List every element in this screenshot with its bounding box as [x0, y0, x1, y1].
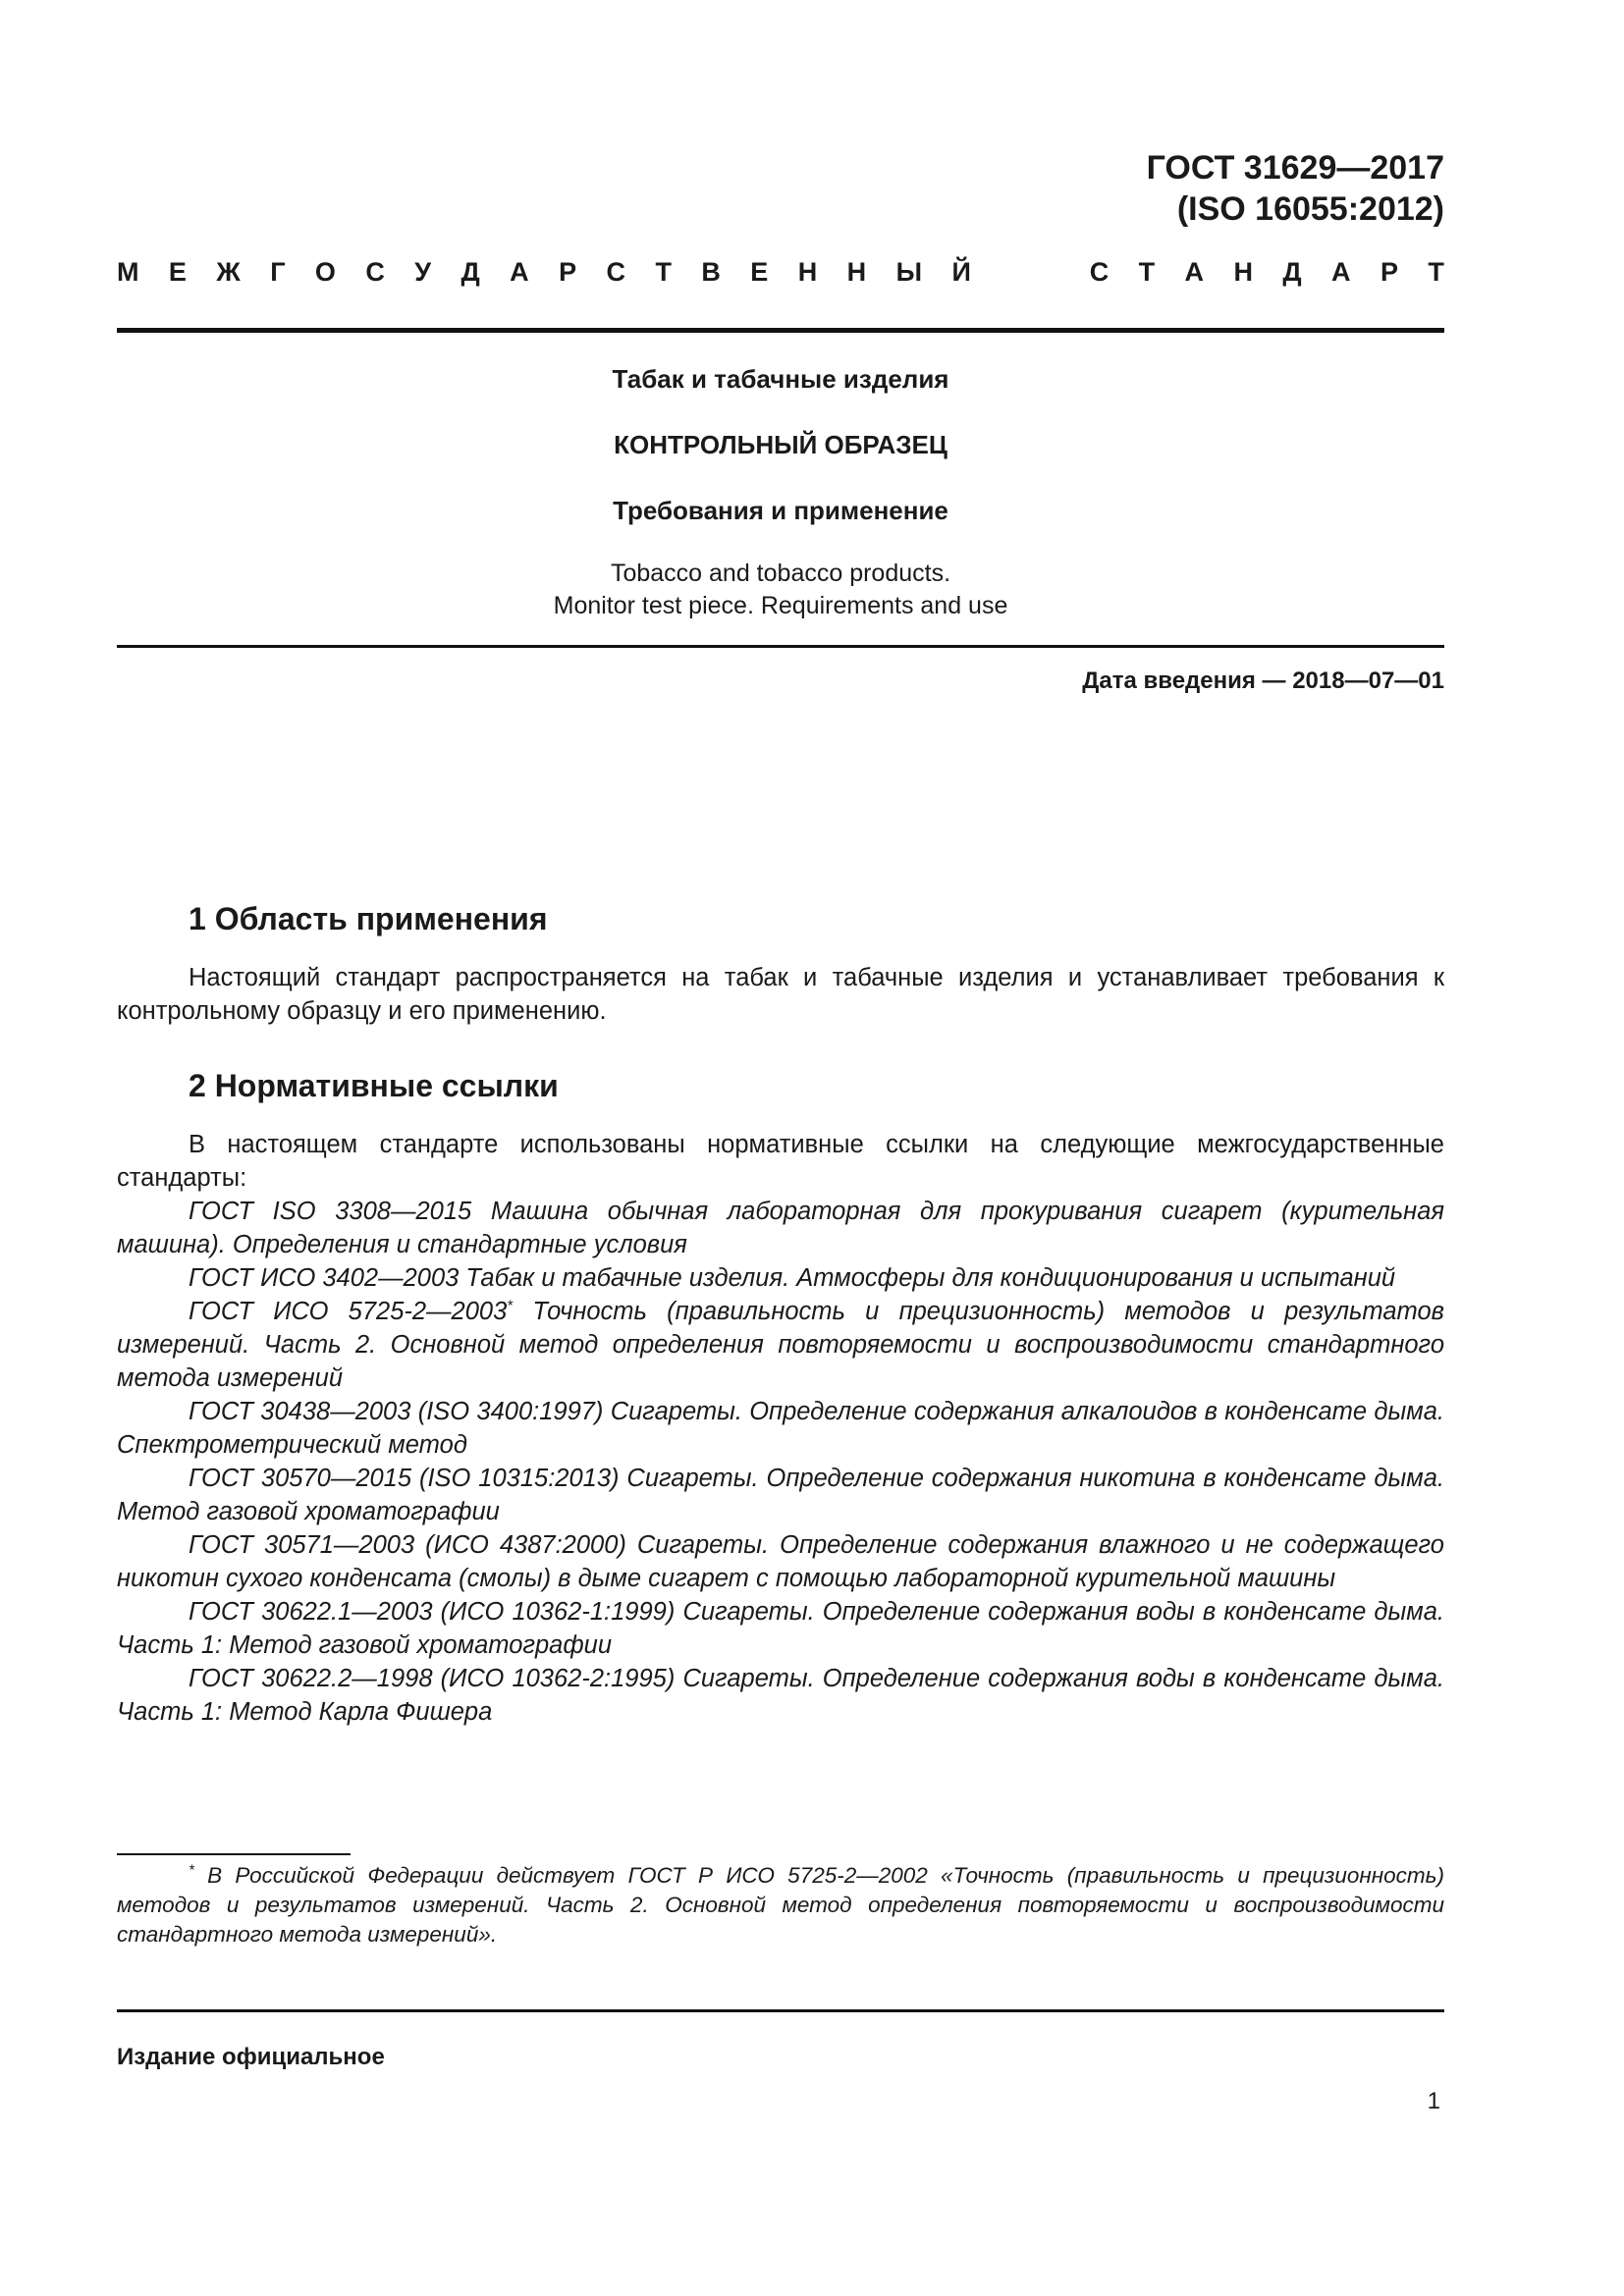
kind-letter: Д	[460, 257, 480, 287]
header-rule	[117, 328, 1444, 333]
kind-letter: Ж	[216, 257, 241, 287]
title-rule	[117, 645, 1444, 648]
reference-code: ГОСТ ИСО 5725-2—2003	[189, 1298, 508, 1325]
kind-letter: С	[365, 257, 385, 287]
section-1-body	[117, 961, 1444, 1028]
standard-kind-heading	[117, 257, 1444, 288]
english-title-line-1: Tobacco and tobacco products.	[610, 560, 951, 587]
iso-reference: (ISO 16055:2012)	[1176, 190, 1444, 228]
kind-letter: Г	[270, 257, 286, 287]
section-2-heading: 2 Нормативные ссылки	[189, 1068, 559, 1103]
english-title-line-2: Monitor test piece. Requirements and use	[553, 592, 1008, 619]
kind-letter: Н	[1233, 257, 1253, 287]
reference-title: Точность (правильность и прецизионность) методов и результатов измерений. Часть 2. Основной метод определения повторяемости и воспроизводимости стандартного метода измерений	[117, 1298, 1444, 1392]
page-number: 1	[1427, 2088, 1440, 2114]
kind-letter: С	[1089, 257, 1110, 287]
kind-letter: А	[1184, 257, 1205, 287]
document-designation	[1147, 147, 1444, 230]
reference-item: ГОСТ 30622.2—1998 (ИСО 10362-2:1995) Сигареты. Определение содержания воды в конденсате дыма. Часть 1: Метод Карла Фишера	[117, 1665, 1444, 1726]
reference-item: ГОСТ 30622.1—2003 (ИСО 10362-1:1999) Сигареты. Определение содержания воды в конденсате дыма. Часть 1: Метод газовой хроматографии	[117, 1598, 1444, 1659]
kind-letter: Т	[655, 257, 672, 287]
reference-item	[117, 1295, 1444, 1395]
footnote-rule	[117, 1853, 351, 1855]
title-line-1: Табак и табачные изделия	[612, 364, 949, 394]
kind-letter: У	[414, 257, 432, 287]
section-2-body	[117, 1128, 1444, 1729]
footnote-text	[117, 1861, 1444, 1949]
reference-item: ГОСТ 30571—2003 (ИСО 4387:2000) Сигареты. Определение содержания влажного и не содержащего никотин сухого конденсата (смолы) в дыме сигарет с помощью лабораторной курительной машины	[117, 1531, 1444, 1592]
kind-letter: Т	[1428, 257, 1444, 287]
reference-item: ГОСТ ИСО 3402—2003 Табак и табачные изделия. Атмосферы для кондиционирования и испытаний	[189, 1264, 1396, 1292]
kind-letter: О	[314, 257, 336, 287]
introduction-date: Дата введения — 2018—07—01	[1082, 667, 1444, 694]
kind-letter: С	[606, 257, 626, 287]
kind-word-gap	[1001, 257, 1059, 288]
footnote-marker[interactable]: *	[507, 1297, 514, 1314]
reference-item: ГОСТ ISO 3308—2015 Машина обычная лабораторная для прокуривания сигарет (курительная машина). Определения и стандартные условия	[117, 1198, 1444, 1258]
kind-letter: Е	[168, 257, 187, 287]
english-title	[117, 558, 1444, 622]
kind-letter: Ы	[895, 257, 923, 287]
kind-letter: Н	[846, 257, 867, 287]
footnote-mark: *	[189, 1861, 194, 1879]
edition-label: Издание официальное	[117, 2044, 385, 2070]
kind-letter: А	[1331, 257, 1351, 287]
title-block-3	[117, 496, 1444, 526]
kind-letter: Р	[559, 257, 577, 287]
kind-letter: М	[117, 257, 139, 287]
reference-item: ГОСТ 30438—2003 (ISO 3400:1997) Сигареты. Определение содержания алкалоидов в конденсате дыма. Спектрометрический метод	[117, 1398, 1444, 1459]
reference-item: ГОСТ 30570—2015 (ISO 10315:2013) Сигареты. Определение содержания никотина в конденсате дыма. Метод газовой хроматографии	[117, 1465, 1444, 1525]
kind-letter: Н	[797, 257, 818, 287]
title-line-2: КОНТРОЛЬНЫЙ ОБРАЗЕЦ	[614, 430, 947, 459]
scope-paragraph: Настоящий стандарт распространяется на табак и табачные изделия и устанавливает требования к контрольному образцу и его применению.	[117, 964, 1444, 1025]
kind-letter: Д	[1282, 257, 1302, 287]
section-1-heading: 1 Область применения	[189, 901, 548, 936]
kind-letter: В	[701, 257, 721, 287]
kind-letter: Е	[750, 257, 769, 287]
kind-letter: А	[510, 257, 529, 287]
references-intro: В настоящем стандарте использованы нормативные ссылки на следующие межгосударственные стандарты:	[117, 1131, 1444, 1192]
title-block-2	[117, 430, 1444, 460]
kind-letter: Й	[951, 257, 971, 287]
footnote	[117, 1861, 1444, 1949]
kind-letter: Т	[1138, 257, 1156, 287]
title-block	[117, 364, 1444, 395]
title-line-3: Требования и применение	[613, 496, 948, 525]
footer-rule	[117, 2009, 1444, 2012]
footnote-body: В Российской Федерации действует ГОСТ Р ИСО 5725-2—2002 «Точность (правильность и прецизионность) методов и результатов измерений. Часть 2. Основной метод определения повторяемости и воспроизводимости стандартного метода измерений».	[117, 1863, 1444, 1947]
gost-number: ГОСТ 31629—2017	[1146, 149, 1444, 187]
kind-letter: Р	[1380, 257, 1398, 287]
